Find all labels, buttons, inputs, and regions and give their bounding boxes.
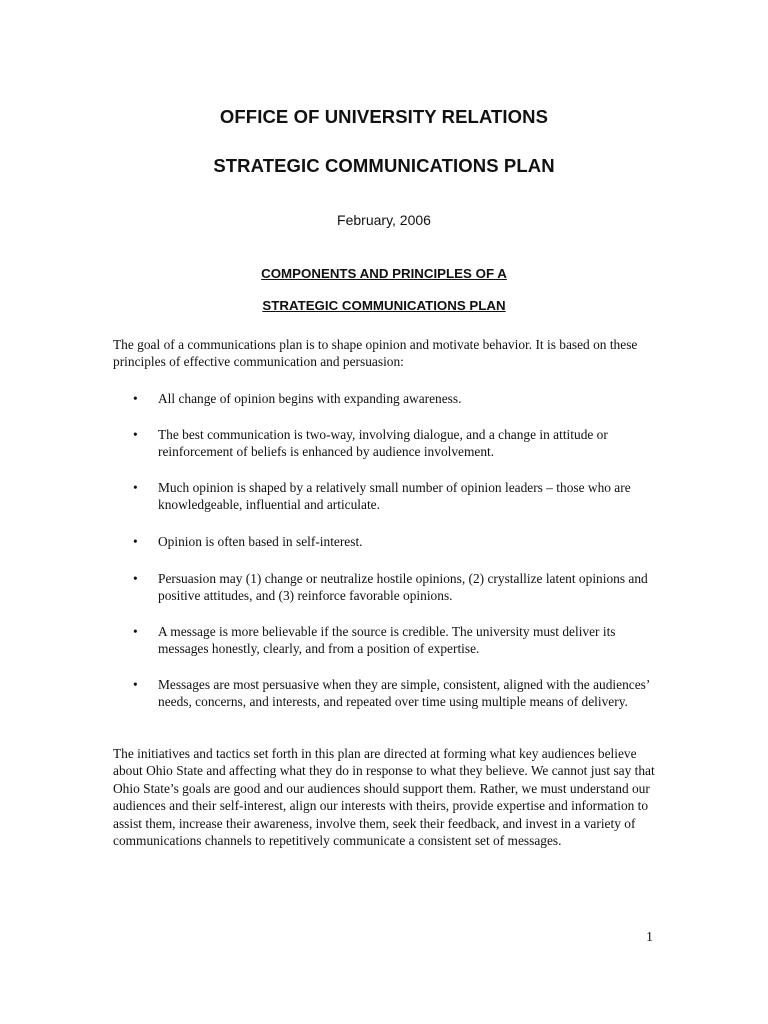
section-heading-line-1 <box>0 266 768 281</box>
document-title-line-1: OFFICE OF UNIVERSITY RELATIONS <box>219 106 549 127</box>
bullet-icon: • <box>133 427 138 442</box>
list-item-text: Opinion is often based in self-interest. <box>158 534 363 549</box>
bullet-icon: • <box>133 624 138 639</box>
bullet-icon: • <box>133 677 138 692</box>
document-date: February, 2006 <box>337 212 431 228</box>
list-item-text: The best communication is two-way, involving dialogue, and a change in attitude or reinforcement of beliefs is enhanced by audience involvement. <box>158 427 608 460</box>
closing-paragraph: The initiatives and tactics set forth in this plan are directed at forming what key audiences believe about Ohio State and affecting what they do in response to what they believe. We cannot just say that Ohio State’s goals are good and our audiences should support them. Rather, we must understand our audiences and their self-interest, align our interests with theirs, provide expertise and information to assist them, increase their awareness, involve them, seek their feedback, and invest in a variety of communications channels to repetitively communicate a consistent set of messages. <box>113 746 655 849</box>
section-heading-line-2 <box>0 298 768 313</box>
list-item-text: All change of opinion begins with expanding awareness. <box>158 391 462 406</box>
document-title-line-2: STRATEGIC COMMUNICATIONS PLAN <box>213 155 555 176</box>
list-item-text: Persuasion may (1) change or neutralize hostile opinions, (2) crystallize latent opinions and positive attitudes, and (3) reinforce favorable opinions. <box>158 571 648 604</box>
bullet-icon: • <box>133 571 138 586</box>
section-heading-line-2-text: STRATEGIC COMMUNICATIONS PLAN <box>262 298 506 313</box>
list-item-text: Messages are most persuasive when they are simple, consistent, aligned with the audiences’ needs, concerns, and interests, and repeated over time using multiple means of delivery. <box>158 677 650 710</box>
list-item-text: A message is more believable if the source is credible. The university must deliver its messages honestly, clearly, and from a position of expertise. <box>158 624 616 657</box>
bullet-icon: • <box>133 391 138 406</box>
page-number: 1 <box>646 930 653 945</box>
section-heading-line-1-text: COMPONENTS AND PRINCIPLES OF A <box>261 266 507 281</box>
bullet-icon: • <box>133 480 138 495</box>
intro-paragraph: The goal of a communications plan is to shape opinion and motivate behavior. It is based on these principles of effective communication and persuasion: <box>113 337 638 370</box>
bullet-icon: • <box>133 534 138 549</box>
list-item-text: Much opinion is shaped by a relatively small number of opinion leaders – those who are knowledgeable, influential and articulate. <box>158 480 631 513</box>
